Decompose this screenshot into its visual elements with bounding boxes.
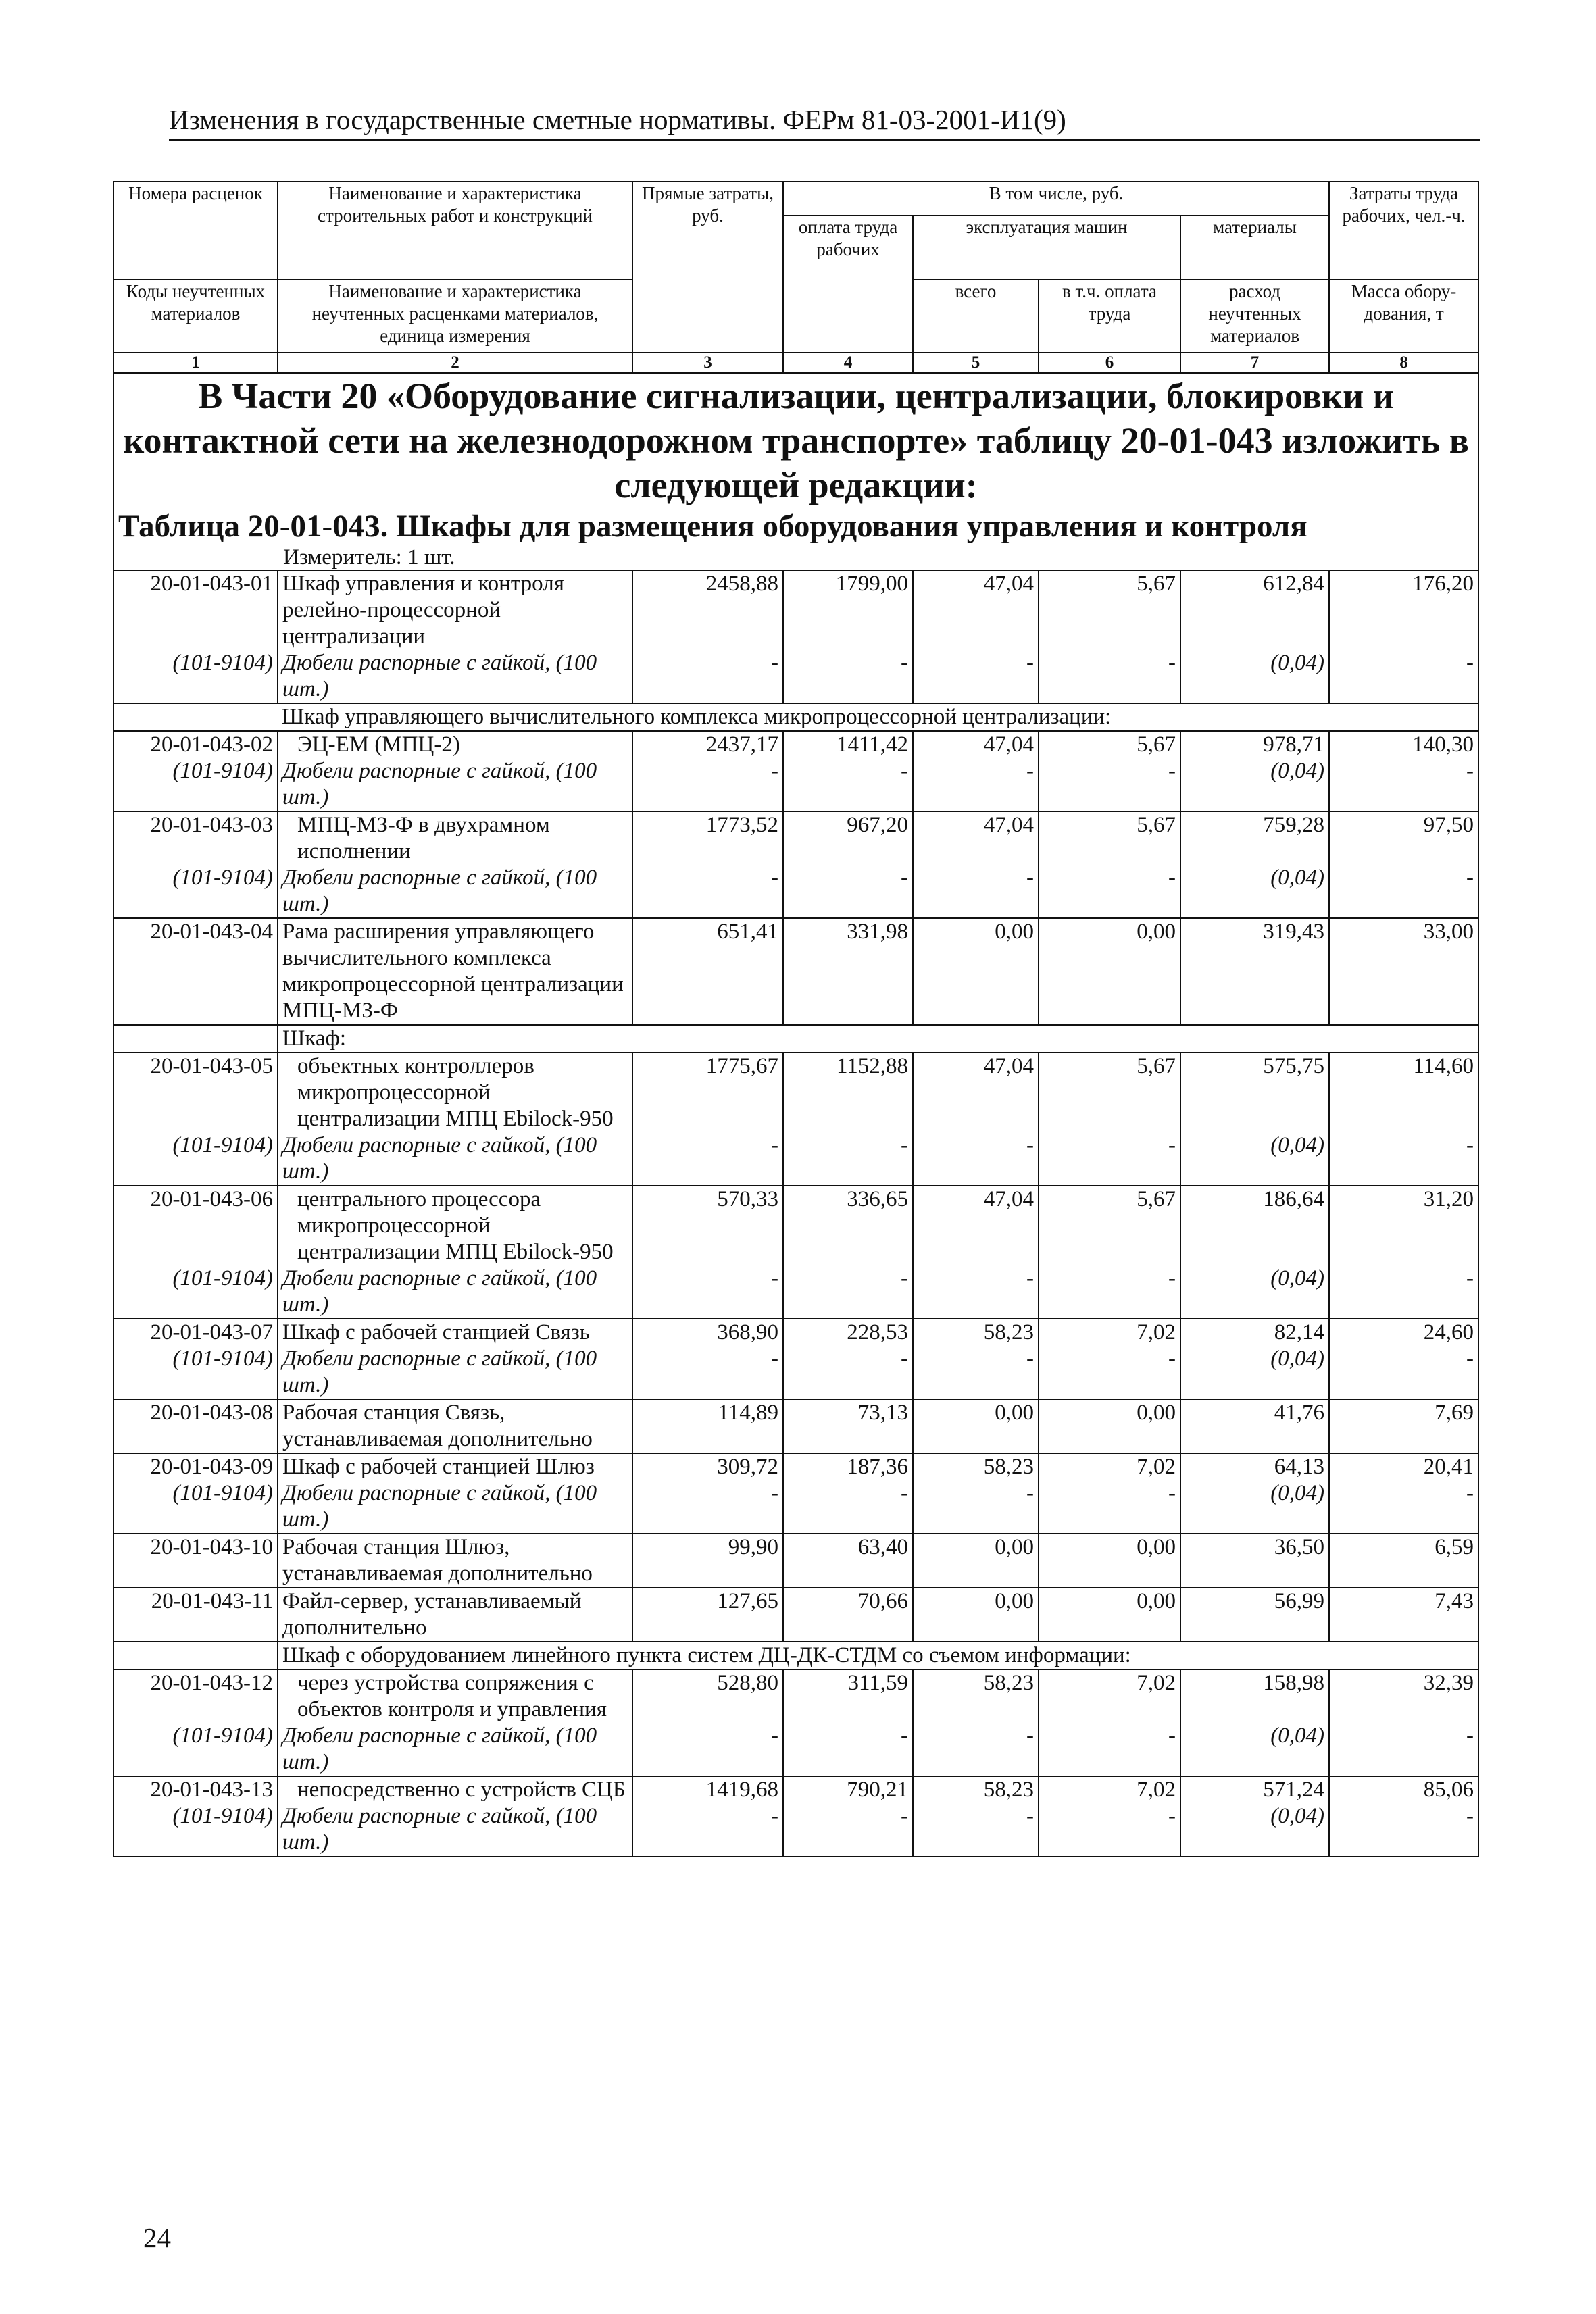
rate-code: 20-01-043-01 <box>114 570 278 650</box>
dash: - <box>1329 1803 1478 1857</box>
dash: - <box>632 1723 783 1776</box>
materials: 571,24 <box>1180 1776 1329 1803</box>
dash: - <box>1039 758 1180 811</box>
material-code: (101-9104) <box>114 1723 278 1776</box>
material-name: Дюбели распорные с гайкой, (100 шт.) <box>278 865 632 918</box>
labor-pay: 1411,42 <box>783 731 913 758</box>
labor-hours: 20,41 <box>1329 1453 1478 1480</box>
header-machines: эксплуатация машин <box>913 216 1180 280</box>
direct-costs: 1775,67 <box>632 1053 783 1132</box>
dash: - <box>913 1265 1039 1319</box>
material-name: Дюбели распорные с гайкой, (100 шт.) <box>278 1723 632 1776</box>
materials: 64,13 <box>1180 1453 1329 1480</box>
labor-pay: 790,21 <box>783 1776 913 1803</box>
material-consumption: (0,04) <box>1180 865 1329 918</box>
labor-pay: 311,59 <box>783 1669 913 1723</box>
dash: - <box>913 650 1039 703</box>
dash: - <box>783 1480 913 1534</box>
col-number: 1 <box>114 353 278 373</box>
rate-code: 20-01-043-04 <box>114 918 278 1025</box>
machines-labor: 5,67 <box>1039 1186 1180 1265</box>
col-number: 8 <box>1329 353 1478 373</box>
rate-code: 20-01-043-02 <box>114 731 278 758</box>
material-consumption: (0,04) <box>1180 650 1329 703</box>
machines-labor: 7,02 <box>1039 1319 1180 1346</box>
machines-total: 47,04 <box>913 1053 1039 1132</box>
direct-costs: 368,90 <box>632 1319 783 1346</box>
col-number: 2 <box>278 353 632 373</box>
dash: - <box>1039 1480 1180 1534</box>
dash: - <box>632 865 783 918</box>
dash: - <box>783 758 913 811</box>
labor-hours: 7,43 <box>1329 1588 1478 1642</box>
labor-hours: 32,39 <box>1329 1669 1478 1723</box>
machines-total: 0,00 <box>913 1399 1039 1453</box>
dash: - <box>632 1132 783 1186</box>
material-consumption: (0,04) <box>1180 1803 1329 1857</box>
machines-labor: 5,67 <box>1039 1053 1180 1132</box>
dash: - <box>1039 1132 1180 1186</box>
labor-hours: 24,60 <box>1329 1319 1478 1346</box>
materials: 41,76 <box>1180 1399 1329 1453</box>
dash: - <box>783 1346 913 1399</box>
header-col7: расход неучтенных материалов <box>1180 280 1329 353</box>
material-name: Дюбели распорные с гайкой, (100 шт.) <box>278 1346 632 1399</box>
materials: 82,14 <box>1180 1319 1329 1346</box>
rate-name: Рама расширения управляющего вычислительного комплекса микропроцессорной централизации МПЦ-МЗ-Ф <box>278 918 632 1025</box>
material-name: Дюбели распорные с гайкой, (100 шт.) <box>278 1803 632 1857</box>
machines-labor: 7,02 <box>1039 1453 1180 1480</box>
dash: - <box>913 865 1039 918</box>
dash: - <box>913 1480 1039 1534</box>
labor-hours: 31,20 <box>1329 1186 1478 1265</box>
dash: - <box>1039 650 1180 703</box>
machines-total: 58,23 <box>913 1453 1039 1480</box>
col-number: 5 <box>913 353 1039 373</box>
machines-total: 47,04 <box>913 570 1039 650</box>
dash: - <box>632 650 783 703</box>
dash: - <box>783 1803 913 1857</box>
dash: - <box>783 865 913 918</box>
labor-hours: 7,69 <box>1329 1399 1478 1453</box>
direct-costs: 1419,68 <box>632 1776 783 1803</box>
materials: 186,64 <box>1180 1186 1329 1265</box>
dash: - <box>1329 758 1478 811</box>
labor-hours: 33,00 <box>1329 918 1478 1025</box>
labor-pay: 1799,00 <box>783 570 913 650</box>
material-name: Дюбели распорные с гайкой, (100 шт.) <box>278 758 632 811</box>
machines-labor: 7,02 <box>1039 1776 1180 1803</box>
direct-costs: 651,41 <box>632 918 783 1025</box>
page-number: 24 <box>143 2222 171 2253</box>
labor-pay: 70,66 <box>783 1588 913 1642</box>
header-materials: материалы <box>1180 216 1329 280</box>
direct-costs: 2458,88 <box>632 570 783 650</box>
machines-labor: 0,00 <box>1039 1588 1180 1642</box>
machines-total: 58,23 <box>913 1669 1039 1723</box>
labor-pay: 331,98 <box>783 918 913 1025</box>
col-number: 3 <box>632 353 783 373</box>
dash: - <box>1329 865 1478 918</box>
dash: - <box>1329 1480 1478 1534</box>
materials: 978,71 <box>1180 731 1329 758</box>
dash: - <box>1039 1265 1180 1319</box>
header-col6: в т.ч. оплата труда <box>1039 280 1180 353</box>
col-number: 4 <box>783 353 913 373</box>
labor-pay: 63,40 <box>783 1534 913 1588</box>
group-heading: Шкаф с оборудованием линейного пункта систем ДЦ-ДК-СТДМ со съемом информации: <box>278 1642 1478 1669</box>
rate-name: Рабочая станция Шлюз, устанавливаемая дополнительно <box>278 1534 632 1588</box>
dash: - <box>913 758 1039 811</box>
dash: - <box>632 1480 783 1534</box>
rate-name: непосредственно с устройств СЦБ <box>278 1776 632 1803</box>
dash: - <box>1039 1346 1180 1399</box>
rate-name: через устройства сопряжения с объектов контроля и управления <box>278 1669 632 1723</box>
labor-hours: 176,20 <box>1329 570 1478 650</box>
machines-labor: 5,67 <box>1039 731 1180 758</box>
header-col8-bottom: Масса обору-дования, т <box>1329 280 1478 353</box>
header-col2-bottom: Наименование и характеристика неучтенных расценками материалов, единица измерения <box>278 280 632 353</box>
rate-code: 20-01-043-13 <box>114 1776 278 1803</box>
measure-unit: Измеритель: 1 шт. <box>278 545 1478 570</box>
dash: - <box>913 1803 1039 1857</box>
rate-code: 20-01-043-03 <box>114 811 278 865</box>
header-col4: оплата труда рабочих <box>783 216 913 353</box>
dash: - <box>783 1132 913 1186</box>
material-consumption: (0,04) <box>1180 1265 1329 1319</box>
header-col1-bottom: Коды неучтенных материалов <box>114 280 278 353</box>
rate-name: Шкаф с рабочей станцией Шлюз <box>278 1453 632 1480</box>
rate-name: Рабочая станция Связь, устанавливаемая дополнительно <box>278 1399 632 1453</box>
dash: - <box>632 758 783 811</box>
material-consumption: (0,04) <box>1180 1346 1329 1399</box>
materials: 319,43 <box>1180 918 1329 1025</box>
machines-total: 47,04 <box>913 811 1039 865</box>
dash: - <box>632 1346 783 1399</box>
header-col5: всего <box>913 280 1039 353</box>
direct-costs: 99,90 <box>632 1534 783 1588</box>
material-code: (101-9104) <box>114 1480 278 1534</box>
labor-pay: 336,65 <box>783 1186 913 1265</box>
header-col1-top: Номера расценок <box>114 182 278 280</box>
rate-name: Файл-сервер, устанавливаемый дополнительно <box>278 1588 632 1642</box>
machines-labor: 0,00 <box>1039 1534 1180 1588</box>
labor-hours: 85,06 <box>1329 1776 1478 1803</box>
material-code: (101-9104) <box>114 1346 278 1399</box>
materials: 36,50 <box>1180 1534 1329 1588</box>
dash: - <box>1329 1346 1478 1399</box>
dash: - <box>913 1132 1039 1186</box>
dash: - <box>632 1265 783 1319</box>
material-consumption: (0,04) <box>1180 1480 1329 1534</box>
table-title: Таблица 20-01-043. Шкафы для размещения оборудования управления и контроля <box>114 507 1478 545</box>
dash: - <box>913 1723 1039 1776</box>
machines-total: 0,00 <box>913 1534 1039 1588</box>
dash: - <box>1329 1723 1478 1776</box>
labor-hours: 6,59 <box>1329 1534 1478 1588</box>
rate-code: 20-01-043-11 <box>114 1588 278 1642</box>
labor-pay: 228,53 <box>783 1319 913 1346</box>
dash: - <box>783 650 913 703</box>
material-name: Дюбели распорные с гайкой, (100 шт.) <box>278 1265 632 1319</box>
dash: - <box>1329 650 1478 703</box>
labor-hours: 140,30 <box>1329 731 1478 758</box>
rate-code: 20-01-043-12 <box>114 1669 278 1723</box>
dash: - <box>783 1265 913 1319</box>
rate-code: 20-01-043-10 <box>114 1534 278 1588</box>
intro-text: В Части 20 «Оборудование сигнализации, централизации, блокировки и контактной сети на железнодорожном транспорте» таблицу 20-01-043 изложить в следующей редакции: <box>114 373 1478 507</box>
dash: - <box>1039 865 1180 918</box>
header-col3: Прямые затраты, руб. <box>632 182 783 353</box>
material-name: Дюбели распорные с гайкой, (100 шт.) <box>278 1132 632 1186</box>
direct-costs: 2437,17 <box>632 731 783 758</box>
rates-table <box>113 181 1479 1857</box>
machines-labor: 5,67 <box>1039 570 1180 650</box>
direct-costs: 309,72 <box>632 1453 783 1480</box>
rate-code: 20-01-043-09 <box>114 1453 278 1480</box>
dash: - <box>913 1346 1039 1399</box>
material-code: (101-9104) <box>114 865 278 918</box>
rate-name: Шкаф управления и контроля релейно-процессорной централизации <box>278 570 632 650</box>
labor-hours: 114,60 <box>1329 1053 1478 1132</box>
rate-code: 20-01-043-05 <box>114 1053 278 1132</box>
rate-name: Шкаф с рабочей станцией Связь <box>278 1319 632 1346</box>
dash: - <box>632 1803 783 1857</box>
running-head: Изменения в государственные сметные нормативы. ФЕРм 81-03-2001-И1(9) <box>169 101 1480 141</box>
machines-labor: 0,00 <box>1039 918 1180 1025</box>
material-code: (101-9104) <box>114 1803 278 1857</box>
header-incl: В том числе, руб. <box>783 182 1329 216</box>
direct-costs: 114,89 <box>632 1399 783 1453</box>
material-code: (101-9104) <box>114 1265 278 1319</box>
labor-pay: 967,20 <box>783 811 913 865</box>
material-code: (101-9104) <box>114 758 278 811</box>
rate-code: 20-01-043-06 <box>114 1186 278 1265</box>
dash: - <box>1329 1265 1478 1319</box>
dash: - <box>1329 1132 1478 1186</box>
machines-labor: 5,67 <box>1039 811 1180 865</box>
material-consumption: (0,04) <box>1180 758 1329 811</box>
materials: 575,75 <box>1180 1053 1329 1132</box>
machines-labor: 7,02 <box>1039 1669 1180 1723</box>
labor-pay: 73,13 <box>783 1399 913 1453</box>
labor-pay: 1152,88 <box>783 1053 913 1132</box>
rate-name: объектных контроллеров микропроцессорной централизации МПЦ Ebilock-950 <box>278 1053 632 1132</box>
group-heading: Шкаф управляющего вычислительного комплекса микропроцессорной централизации: <box>278 703 1478 731</box>
machines-labor: 0,00 <box>1039 1399 1180 1453</box>
materials: 759,28 <box>1180 811 1329 865</box>
rate-code: 20-01-043-07 <box>114 1319 278 1346</box>
materials: 56,99 <box>1180 1588 1329 1642</box>
machines-total: 58,23 <box>913 1776 1039 1803</box>
material-consumption: (0,04) <box>1180 1723 1329 1776</box>
header-col8-top: Затраты труда рабочих, чел.-ч. <box>1329 182 1478 280</box>
group-heading: Шкаф: <box>278 1025 1478 1053</box>
material-code: (101-9104) <box>114 650 278 703</box>
rate-name: ЭЦ-ЕМ (МПЦ-2) <box>278 731 632 758</box>
direct-costs: 127,65 <box>632 1588 783 1642</box>
dash: - <box>783 1723 913 1776</box>
rate-name: центрального процессора микропроцессорной централизации МПЦ Ebilock-950 <box>278 1186 632 1265</box>
materials: 158,98 <box>1180 1669 1329 1723</box>
machines-total: 47,04 <box>913 731 1039 758</box>
material-name: Дюбели распорные с гайкой, (100 шт.) <box>278 650 632 703</box>
rate-name: МПЦ-МЗ-Ф в двухрамном исполнении <box>278 811 632 865</box>
material-name: Дюбели распорные с гайкой, (100 шт.) <box>278 1480 632 1534</box>
labor-hours: 97,50 <box>1329 811 1478 865</box>
direct-costs: 570,33 <box>632 1186 783 1265</box>
direct-costs: 1773,52 <box>632 811 783 865</box>
rate-code: 20-01-043-08 <box>114 1399 278 1453</box>
dash: - <box>1039 1803 1180 1857</box>
dash: - <box>1039 1723 1180 1776</box>
machines-total: 58,23 <box>913 1319 1039 1346</box>
col-number: 7 <box>1180 353 1329 373</box>
header-col2-top: Наименование и характеристика строительных работ и конструкций <box>278 182 632 280</box>
material-code: (101-9104) <box>114 1132 278 1186</box>
machines-total: 0,00 <box>913 1588 1039 1642</box>
materials: 612,84 <box>1180 570 1329 650</box>
material-consumption: (0,04) <box>1180 1132 1329 1186</box>
col-number: 6 <box>1039 353 1180 373</box>
labor-pay: 187,36 <box>783 1453 913 1480</box>
direct-costs: 528,80 <box>632 1669 783 1723</box>
machines-total: 47,04 <box>913 1186 1039 1265</box>
machines-total: 0,00 <box>913 918 1039 1025</box>
